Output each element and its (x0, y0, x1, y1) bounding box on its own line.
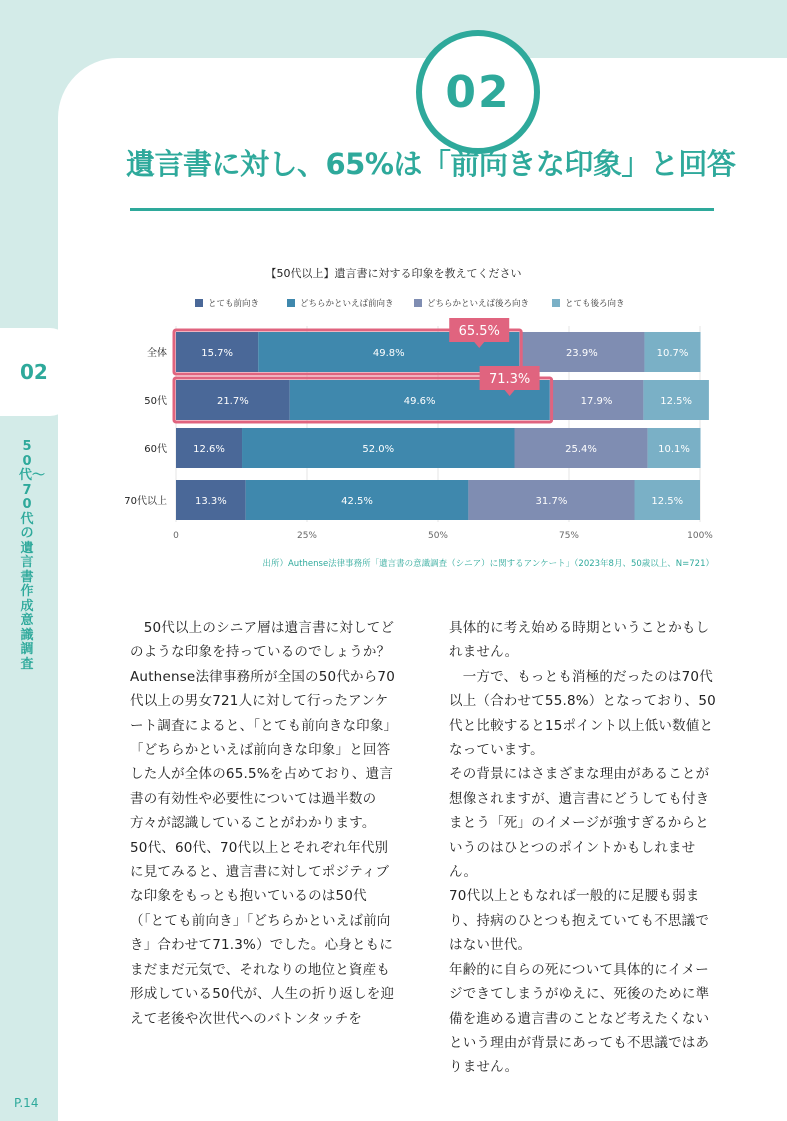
callout-label: 71.3% (488, 372, 531, 387)
page-number: P.14 (14, 1096, 39, 1110)
x-tick-label: 100% (687, 531, 713, 541)
section-number: 02 (445, 66, 511, 118)
data-label: 17.9% (580, 396, 613, 407)
body-paragraph: Authense法律事務所が全国の50代から70代以上の男女721人に対して行ったアンケート調査によると、「とても前向きな印象」「どちらかといえば前向きな印象」と回答した人が全体の65.5%を占めており、遺言書の有効性や必要性については過半数の方々が認識していることがわかります。 (130, 668, 398, 832)
data-label: 12.5% (651, 496, 684, 507)
legend-label: どちらかといえば前向き (300, 299, 394, 309)
x-tick-label: 0 (173, 531, 179, 541)
data-label: 23.9% (565, 348, 598, 359)
body-paragraph: 年齢的に自らの死について具体的にイメージできてしまうがゆえに、死後のために準備を進める遺言書のことなど考えたくないという理由が背景にあっても不思議ではありません。 (449, 961, 710, 1076)
legend-label: どちらかといえば後ろ向き (427, 299, 530, 309)
body-paragraph: 一方で、もっとも消極的だったのは70代以上（合わせて55.8%）となっており、50代と比較すると15ポイント以上低い数値となっています。 (449, 668, 716, 759)
data-label: 31.7% (535, 496, 568, 507)
data-label: 21.7% (216, 396, 249, 407)
data-label: 25.4% (565, 444, 597, 455)
category-label: 60代 (144, 444, 167, 455)
callout-label: 65.5% (458, 324, 500, 339)
data-label: 12.5% (660, 396, 693, 407)
x-tick-label: 75% (558, 531, 580, 541)
data-label: 10.7% (656, 348, 689, 359)
stacked-bar-chart (0, 0, 787, 560)
body-column-left (130, 616, 398, 1031)
data-label: 12.6% (193, 444, 225, 455)
legend-label: とても前向き (208, 299, 260, 309)
x-tick-label: 25% (296, 531, 318, 541)
x-tick-label: 50% (427, 531, 449, 541)
chart-source: 出所）Authense法律事務所「遺言書の意識調査（シニア）に関するアンケート」（2023年8月、50歳以上、N=721） (262, 559, 714, 569)
category-label: 50代 (144, 396, 167, 407)
body-paragraph: 具体的に考え始める時期ということかもしれません。 (449, 620, 710, 661)
category-label: 70代以上 (124, 496, 167, 507)
body-paragraph: 50代、60代、70代以上とそれぞれ年代別に見てみると、遺言書に対してポジティブな印象をもっとも抱いているのは50代（「とても前向き」「どちらかといえば前向き」合わせて71.3%）でした。心身ともにまだまだ元気で、それなりの地位と資産も形成している50代が、人生の折り返しを迎えて老後や次世代へのバトンタッチを (130, 839, 395, 1027)
data-label: 52.0% (362, 444, 395, 455)
body-column-right (449, 616, 717, 1080)
data-label: 13.3% (194, 496, 227, 507)
page-title: 遺言書に対し、65%は「前向きな印象」と回答 (126, 147, 736, 181)
legend-label: とても後ろ向き (565, 299, 625, 309)
body-paragraph: 50代以上のシニア層は遺言書に対してどのような印象を持っているのでしょうか？ (130, 620, 395, 661)
data-label: 15.7% (201, 348, 234, 359)
category-label: 全体 (147, 348, 167, 359)
data-label: 49.6% (403, 396, 436, 407)
side-vertical-title: 50代〜70代の遺言書作成意識調査 (19, 439, 46, 672)
data-label: 10.1% (658, 444, 690, 455)
side-tab-number: 02 (20, 360, 48, 384)
body-paragraph: 70代以上ともなれば一般的に足腰も弱まり、持病のひとつも抱えていても不思議ではない世代。 (449, 888, 710, 954)
chart-title: 【50代以上】遺言書に対する印象を教えてください (265, 267, 522, 280)
data-label: 49.8% (372, 348, 405, 359)
data-label: 42.5% (341, 496, 373, 507)
body-paragraph: その背景にはさまざまな理由があることが想像されますが、遺言書にどうしても付きまとう「死」のイメージが強すぎるからというのはひとつのポイントかもしれません。 (449, 766, 710, 881)
